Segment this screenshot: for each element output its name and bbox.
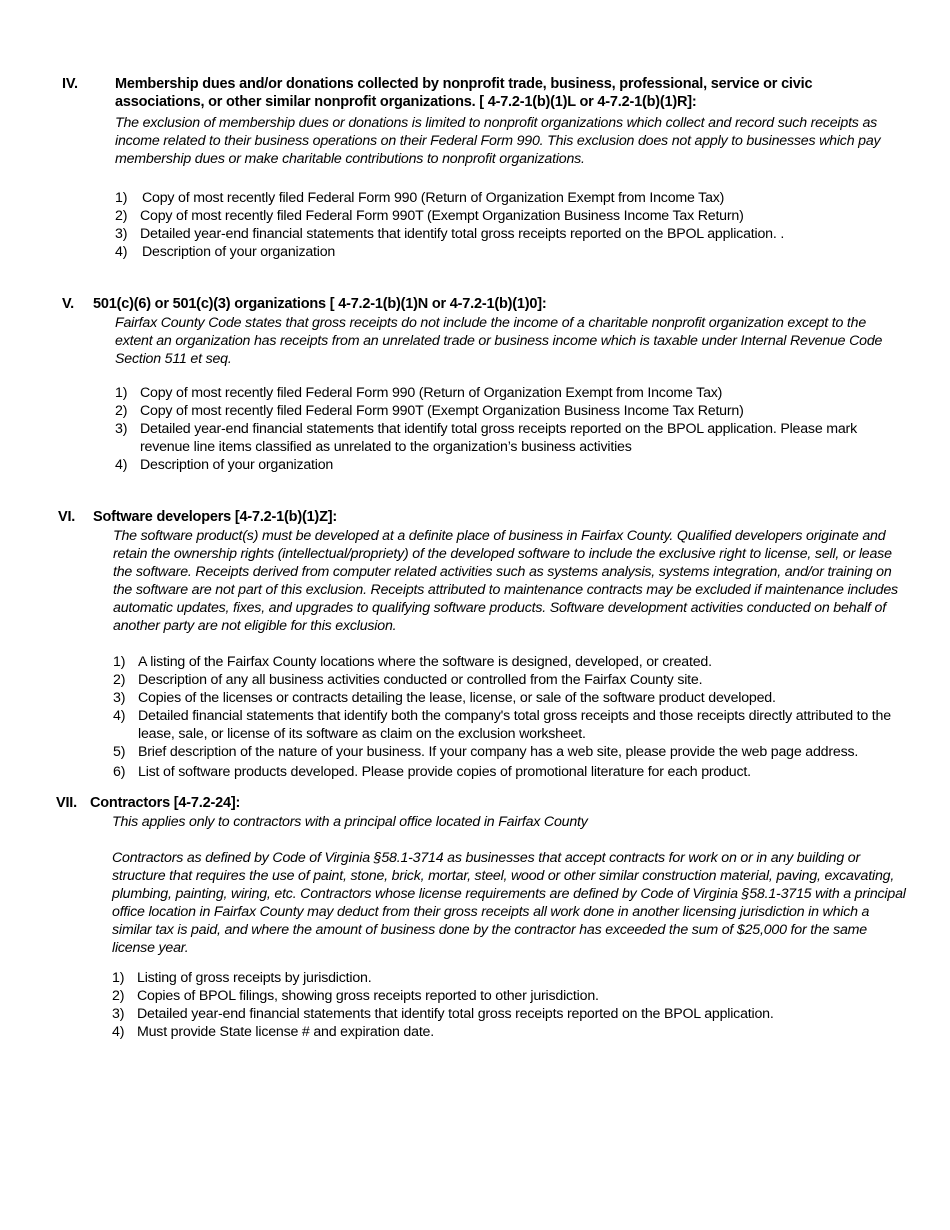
section-title: Contractors [4-7.2-24]: bbox=[90, 795, 241, 811]
section-heading bbox=[0, 508, 950, 526]
description-paragraph: This applies only to contractors with a principal office located in Fairfax County bbox=[112, 814, 588, 830]
list-item: 4) Must provide State license # and expiration date. bbox=[112, 1024, 434, 1040]
list-item: 1) Listing of gross receipts by jurisdiction. bbox=[112, 970, 372, 986]
section-numeral: IV. bbox=[62, 76, 78, 92]
section-description bbox=[113, 527, 908, 635]
description-paragraph: The software product(s) must be developed at a definite place of business in Fairfax County. Qualified developers originate and retain the ownership rights (intellectual/propriety) of the developed software to include the exclusive right to license, sell, or lease the software. Receipts derived from computer related activities such as systems analysis, systems integration, and/or training on the software are not part of this exclusion. Receipts attributed to maintenance contracts may be excluded if maintenance includes automatic updates, fixes, and upgrades to qualifying software products. Software development activities conducted on behalf of another party are not eligible for this exclusion. bbox=[113, 528, 898, 634]
list-item: 3) Detailed year-end financial statements that identify total gross receipts reported on the BPOL application. Please mark revenue line items classified as unrelated to the organization’s business activities bbox=[115, 421, 857, 455]
list-item: 2) Copies of BPOL filings, showing gross receipts reported to other jurisdiction. bbox=[112, 988, 599, 1004]
list-item: 3) Copies of the licenses or contracts detailing the lease, license, or sale of the software product developed. bbox=[113, 690, 776, 706]
section-v bbox=[0, 295, 950, 473]
list-item: 6) List of software products developed. Please provide copies of promotional literature for each product. bbox=[113, 764, 751, 780]
section-iv bbox=[0, 75, 950, 260]
section-vi bbox=[0, 508, 950, 780]
list-item: 2) Description of any all business activities conducted or controlled from the Fairfax County site. bbox=[113, 672, 703, 688]
list-item: 4) Description of your organization bbox=[115, 457, 334, 473]
requirements-list bbox=[115, 189, 935, 261]
description-paragraph: The exclusion of membership dues or donations is limited to nonprofit organizations which collect and record such receipts as income related to their business operations on their Federal Form 990. This exclusion does not apply to businesses which pay membership dues or make charitable contributions to nonprofit organizations. bbox=[115, 115, 881, 167]
section-description bbox=[112, 813, 907, 957]
requirements-list bbox=[112, 969, 932, 1041]
list-item: 1) Copy of most recently filed Federal Form 990 (Return of Organization Exempt from Income Tax) bbox=[115, 385, 723, 401]
requirements-list bbox=[115, 384, 935, 474]
list-item: 4) Description of your organization bbox=[115, 244, 336, 260]
description-paragraph: Fairfax County Code states that gross receipts do not include the income of a charitable nonprofit organization except to the extent an organization has receipts from an unrelated trade or business income which is taxable under Internal Revenue Code Section 511 et seq. bbox=[115, 315, 883, 367]
list-item: 5) Brief description of the nature of your business. If your company has a web site, please provide the web page address. bbox=[113, 744, 859, 760]
requirements-list bbox=[113, 653, 903, 781]
list-item: 4) Detailed financial statements that identify both the company's total gross receipts and those receipts directly attributed to the lease, sale, or license of its software as claim on the exclusion worksheet. bbox=[113, 708, 891, 742]
list-item: 1) A listing of the Fairfax County locations where the software is designed, developed, or created. bbox=[113, 654, 712, 670]
list-item: 1) Copy of most recently filed Federal Form 990 (Return of Organization Exempt from Income Tax) bbox=[115, 190, 725, 206]
section-title: Membership dues and/or donations collected by nonprofit trade, business, professional, service or civic associations, or other similar nonprofit organizations. [ 4-7.2-1(b)(1)L or 4-7.2-1(b)(1)R]: bbox=[115, 76, 813, 110]
section-title: 501(c)(6) or 501(c)(3) organizations [ 4-7.2-1(b)(1)N or 4-7.2-1(b)(1)0]: bbox=[93, 296, 547, 312]
section-heading bbox=[0, 75, 950, 111]
section-title: Software developers [4-7.2-1(b)(1)Z]: bbox=[93, 509, 337, 525]
list-item: 3) Detailed year-end financial statements that identify total gross receipts reported on the BPOL application. . bbox=[115, 226, 785, 242]
section-numeral: VII. bbox=[56, 795, 77, 811]
description-paragraph: Contractors as defined by Code of Virginia §58.1-3714 as businesses that accept contracts for work on or in any building or structure that requires the use of paint, stone, brick, mortar, steel, wood or other similar construction material, paving, excavating, plumbing, painting, wiring, etc. Contractors whose license requirements are defined by Code of Virginia §58.1-3715 with a principal office location in Fairfax County may deduct from their gross receipts all work done in another licensing jurisdiction in which a similar tax is paid, and where the amount of business done by the contractor has exceeded the sum of $25,000 for the same license year. bbox=[112, 850, 906, 956]
section-heading bbox=[0, 794, 950, 812]
list-item: 3) Detailed year-end financial statements that identify total gross receipts reported on the BPOL application. bbox=[112, 1006, 774, 1022]
section-heading bbox=[0, 295, 950, 313]
list-item: 2) Copy of most recently filed Federal Form 990T (Exempt Organization Business Income Tax Return) bbox=[115, 403, 744, 419]
section-vii bbox=[0, 794, 950, 1040]
list-item: 2) Copy of most recently filed Federal Form 990T (Exempt Organization Business Income Tax Return) bbox=[115, 208, 744, 224]
section-numeral: VI. bbox=[58, 509, 76, 525]
section-numeral: V. bbox=[62, 296, 74, 312]
section-description bbox=[115, 114, 905, 168]
section-description bbox=[115, 314, 905, 368]
